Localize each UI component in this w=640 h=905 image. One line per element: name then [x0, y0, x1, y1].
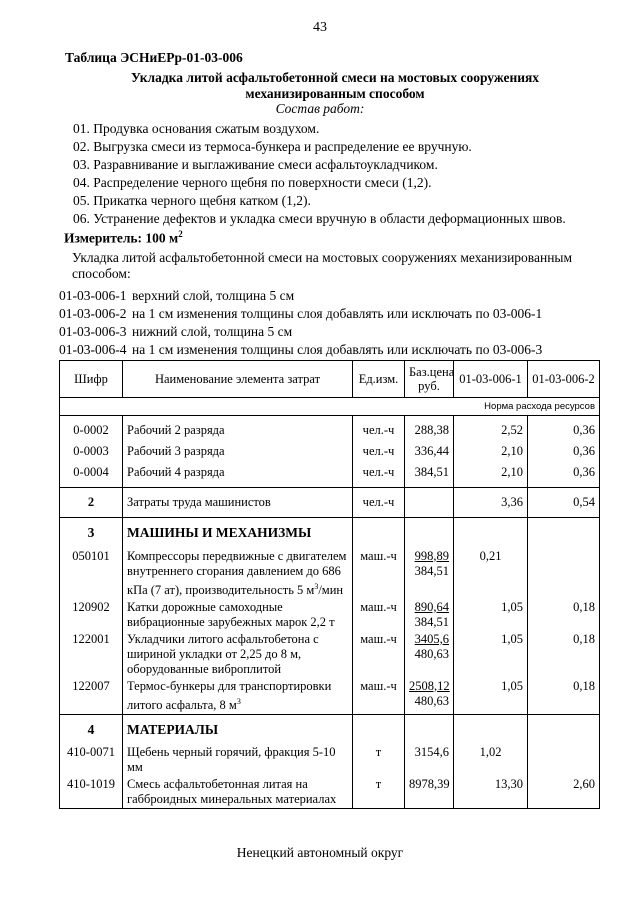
- description: Укладка литой асфальтобетонной смеси на мостовых сооружениях механизированным способом:: [72, 250, 573, 281]
- table-row: [60, 464, 600, 488]
- table-row-section: [60, 518, 600, 548]
- cell-name: Катки дорожные самоходные вибрационные зарубежных марок 2,2 т: [123, 599, 353, 631]
- cell-v2: [528, 744, 600, 776]
- cell-code: 3: [60, 518, 123, 548]
- table-row-section: [60, 488, 600, 518]
- table-row: [60, 776, 600, 809]
- cell-name: Компрессоры передвижные с двигателем внутреннего сгорания давлением до 686 кПа (7 ат), производительность 5 $м^3$/мин: [123, 548, 353, 599]
- table-row: [60, 599, 600, 631]
- cell-price: 336,44: [405, 443, 454, 464]
- cell-unit: маш.-ч: [353, 678, 405, 715]
- cell-unit: маш.-ч: [353, 599, 405, 631]
- cell-unit: маш.-ч: [353, 548, 405, 599]
- code-row: 01-03-006-1 верхний слой, толщина 5 см: [59, 288, 295, 303]
- table-row: [60, 631, 600, 678]
- cell-v2: 0,18: [528, 599, 600, 631]
- work-item: 01. Продувка основания сжатым воздухом.: [73, 121, 320, 136]
- cell-code: 0-0003: [60, 443, 123, 464]
- cell-v1: 1,05: [454, 599, 528, 631]
- cell-v1: 3,36: [454, 488, 528, 518]
- cell-name: Щебень черный горячий, фракция 5-10 мм: [123, 744, 353, 776]
- cell-code: 120902: [60, 599, 123, 631]
- table-row: [60, 678, 600, 715]
- cell-unit: т: [353, 744, 405, 776]
- table-row: [60, 548, 600, 599]
- page-number: 43: [313, 20, 327, 35]
- cell-v2: 0,18: [528, 631, 600, 678]
- table-row: [60, 443, 600, 464]
- cell-unit: чел.-ч: [353, 422, 405, 443]
- cell-v1: 1,05: [454, 678, 528, 715]
- cell-code: 4: [60, 714, 123, 744]
- norma-label: Норма расхода ресурсов: [60, 398, 600, 416]
- table-row-section: [60, 714, 600, 744]
- cell-unit: чел.-ч: [353, 488, 405, 518]
- meter-label: Измеритель: 100 $м^2$: [64, 229, 183, 246]
- cell-name: Термос-бункеры для транспортировки литого асфальта, 8 $м^3$: [123, 678, 353, 715]
- norma-row: [60, 398, 600, 416]
- cell-code: 410-0071: [60, 744, 123, 776]
- cell-price: 3154,6: [405, 744, 454, 776]
- cell-price: 998,89 384,51: [405, 548, 454, 599]
- resources-table: [59, 360, 600, 809]
- cell-v1: 2,10: [454, 464, 528, 488]
- code-row: 01-03-006-2 на 1 см изменения толщины слоя добавлять или исключать по 03-006-1: [59, 306, 543, 321]
- main-title: Укладка литой асфальтобетонной смеси на мостовых сооружениях механизированным способом: [130, 70, 540, 101]
- cell-v2: 0,18: [528, 678, 600, 715]
- table-row: [60, 422, 600, 443]
- cell-price: 384,51: [405, 464, 454, 488]
- cell-price: 3405,6 480,63: [405, 631, 454, 678]
- cell-v1: 1,02: [454, 744, 528, 776]
- col-header: Баз.цена руб.: [405, 361, 454, 398]
- cell-unit: маш.-ч: [353, 631, 405, 678]
- cell-name: Рабочий 3 разряда: [123, 443, 353, 464]
- cell-v1: 2,10: [454, 443, 528, 464]
- cell-price: 8978,39: [405, 776, 454, 809]
- work-item: 05. Прикатка черного щебня катком (1,2).: [73, 193, 311, 208]
- cell-unit: т: [353, 776, 405, 809]
- cell-v2: 2,60: [528, 776, 600, 809]
- footer-region: Ненецкий автономный округ: [236, 845, 404, 860]
- cell-code: 0-0002: [60, 422, 123, 443]
- cell-code: 122007: [60, 678, 123, 715]
- cell-v1: 0,21: [454, 548, 528, 599]
- col-header: Шифр: [60, 361, 123, 398]
- table-header: [60, 361, 600, 398]
- work-item: 02. Выгрузка смеси из термоса-бункера и распределение ее вручную.: [73, 139, 472, 154]
- cell-unit: чел.-ч: [353, 464, 405, 488]
- table-title: Таблица ЭСНиЕРр-01-03-006: [65, 50, 243, 65]
- cell-v2: 0,36: [528, 422, 600, 443]
- col-header: Ед.изм.: [353, 361, 405, 398]
- cell-v1: 13,30: [454, 776, 528, 809]
- cell-v2: 0,54: [528, 488, 600, 518]
- cell-v1: 2,52: [454, 422, 528, 443]
- work-item: 06. Устранение дефектов и укладка смеси вручную в области деформационных швов.: [73, 211, 566, 226]
- code-row: 01-03-006-4 на 1 см изменения толщины слоя добавлять или исключать по 03-006-3: [59, 342, 543, 357]
- table-row: [60, 744, 600, 776]
- composition-heading: Состав работ:: [275, 101, 365, 116]
- cell-code: 050101: [60, 548, 123, 599]
- cell-code: 410-1019: [60, 776, 123, 809]
- cell-v2: 0,36: [528, 464, 600, 488]
- cell-name: МАТЕРИАЛЫ: [123, 714, 353, 744]
- cell-code: 0-0004: [60, 464, 123, 488]
- col-header: 01-03-006-1: [454, 361, 528, 398]
- code-row: 01-03-006-3 нижний слой, толщина 5 см: [59, 324, 293, 339]
- col-header: 01-03-006-2: [528, 361, 600, 398]
- cell-price: 288,38: [405, 422, 454, 443]
- cell-unit: чел.-ч: [353, 443, 405, 464]
- col-header: Наименование элемента затрат: [123, 361, 353, 398]
- cell-code: 2: [60, 488, 123, 518]
- work-item: 03. Разравнивание и выглаживание смеси асфальтоукладчиком.: [73, 157, 438, 172]
- cell-v1: 1,05: [454, 631, 528, 678]
- cell-name: Затраты труда машинистов: [123, 488, 353, 518]
- cell-price: 890,64 384,51: [405, 599, 454, 631]
- cell-v2: [528, 548, 600, 599]
- cell-name: Рабочий 4 разряда: [123, 464, 353, 488]
- work-item: 04. Распределение черного щебня по поверхности смеси (1,2).: [73, 175, 432, 190]
- cell-name: Рабочий 2 разряда: [123, 422, 353, 443]
- cell-name: МАШИНЫ И МЕХАНИЗМЫ: [123, 518, 353, 548]
- cell-name: Укладчики литого асфальтобетона с шириной укладки от 2,25 до 8 м, оборудованные виброплитой: [123, 631, 353, 678]
- cell-code: 122001: [60, 631, 123, 678]
- cell-v2: 0,36: [528, 443, 600, 464]
- cell-price: 2508,12 480,63: [405, 678, 454, 715]
- cell-name: Смесь асфальтобетонная литая на габброидных минеральных материалах: [123, 776, 353, 809]
